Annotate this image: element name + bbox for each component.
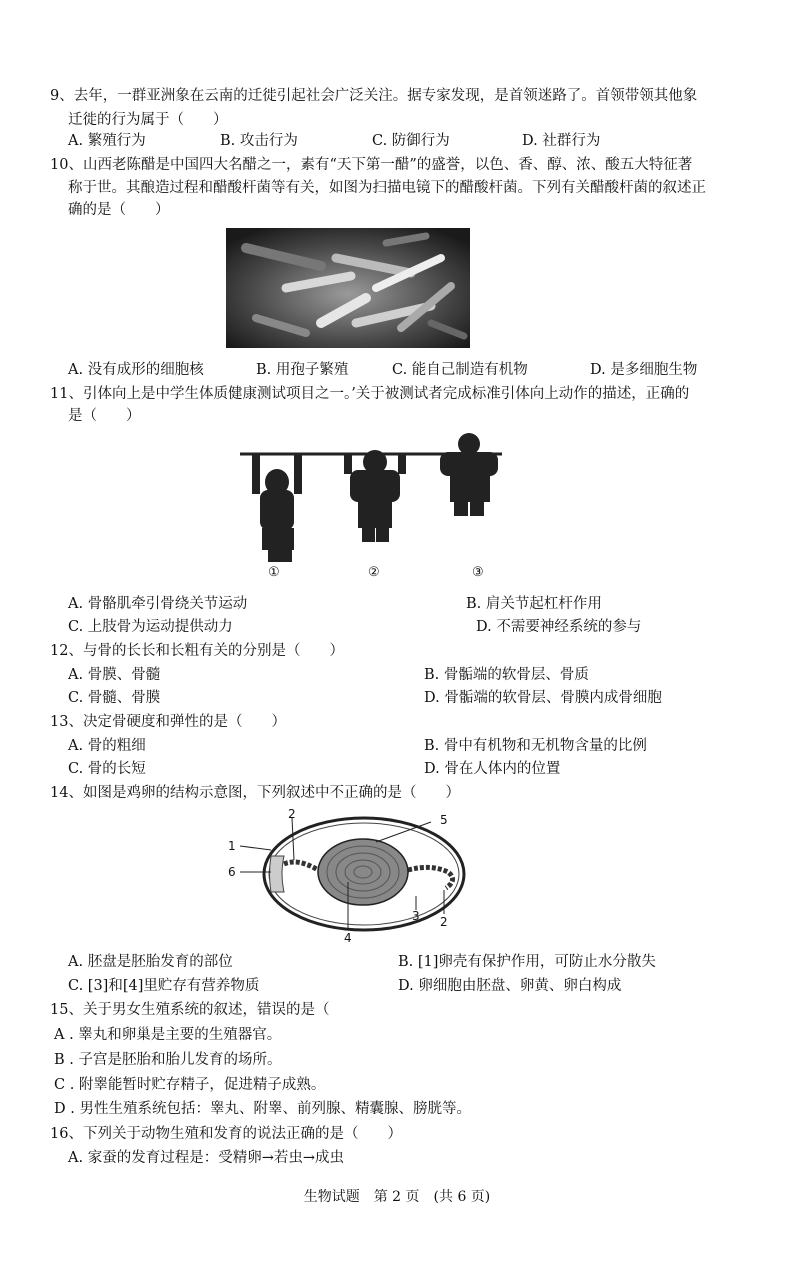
q10-option-d: D. 是多细胞生物 <box>590 362 698 378</box>
question-16-text: 16、下列关于动物生殖和发育的说法正确的是（ ） <box>50 1126 402 1142</box>
egg-label-6: 6 <box>228 865 236 879</box>
q12-option-c: C. 骨髓、骨膜 <box>68 690 161 706</box>
q9-option-a: A. 繁殖行为 <box>68 133 146 149</box>
q14-option-d: D. 卵细胞由胚盘、卵黄、卵白构成 <box>398 978 622 994</box>
egg-label-2-top: 2 <box>288 807 296 821</box>
q15-option-a: A . 睾丸和卵巢是主要的生殖器官。 <box>54 1027 282 1043</box>
question-9-text-line2: 迁徙的行为属于（ ） <box>68 112 228 128</box>
q10-option-b: B. 用孢子繁殖 <box>256 362 349 378</box>
q13-option-c: C. 骨的长短 <box>68 761 146 777</box>
egg-label-2-bottom: 2 <box>440 915 448 929</box>
q12-option-b: B. 骨骺端的软骨层、骨质 <box>424 667 589 683</box>
q13-option-b: B. 骨中有机物和无机物含量的比例 <box>424 738 647 754</box>
q15-option-b: B . 子宫是胚胎和胎儿发育的场所。 <box>54 1052 282 1068</box>
pull-up-label-2: ② <box>368 565 380 580</box>
question-10-text-line2: 称于世。其酿造过程和醋酸杆菌等有关，如图为扫描电镜下的醋酸杆菌。下列有关醋酸杆菌的叙述正 <box>68 180 706 196</box>
q10-option-c: C. 能自己制造有机物 <box>392 362 528 378</box>
q13-option-a: A. 骨的粗细 <box>68 738 146 754</box>
q12-option-d: D. 骨骺端的软骨层、骨膜内成骨细胞 <box>424 690 662 706</box>
q12-option-a: A. 骨膜、骨髓 <box>68 667 161 683</box>
question-10-text-line1: 10、山西老陈醋是中国四大名醋之一，素有“天下第一醋”的盛誉，以色、香、醇、浓、酸五大特征著 <box>50 157 693 173</box>
question-11-text-line2: 是（ ） <box>68 408 141 424</box>
q14-option-a: A. 胚盘是胚胎发育的部位 <box>68 954 233 970</box>
q11-option-d: D. 不需要神经系统的参与 <box>476 619 642 635</box>
q14-option-b: B. [1]卵壳有保护作用，可防止水分散失 <box>398 954 656 970</box>
q16-option-a: A. 家蚕的发育过程是：受精卵→若虫→成虫 <box>68 1150 344 1166</box>
egg-label-5: 5 <box>440 813 448 827</box>
page-footer: 生物试题 第 2 页 (共 6 页) <box>303 1189 491 1205</box>
q13-option-d: D. 骨在人体内的位置 <box>424 761 561 777</box>
egg-structure-diagram <box>226 806 474 944</box>
egg-label-3: 3 <box>412 909 420 923</box>
q10-option-a: A. 没有成形的细胞核 <box>68 362 204 378</box>
pull-up-label-1: ① <box>268 565 280 580</box>
question-12-text: 12、与骨的长长和长粗有关的分别是（ ） <box>50 643 344 659</box>
question-11-text-line1: 11、引体向上是中学生体质健康测试项目之一。’关于被测试者完成标准引体向上动作的描述，正确的 <box>50 386 690 402</box>
q11-option-a: A. 骨骼肌牵引骨绕关节运动 <box>68 596 248 612</box>
q14-option-c: C. [3]和[4]里贮存有营养物质 <box>68 978 260 994</box>
q15-option-d: D . 男性生殖系统包括：睾丸、附睾、前列腺、精囊腺、膀胱等。 <box>54 1101 471 1117</box>
question-14-text: 14、如图是鸡卵的结构示意图，下列叙述中不正确的是（ ） <box>50 785 460 801</box>
egg-label-1: 1 <box>228 839 236 853</box>
q15-option-c: C . 附睾能暂时贮存精子，促进精子成熟。 <box>54 1077 326 1093</box>
pull-up-label-3: ③ <box>472 565 484 580</box>
q9-option-c: C. 防御行为 <box>372 133 450 149</box>
acetobacter-micrograph <box>226 228 470 348</box>
question-10-text-line3: 确的是（ ） <box>68 202 170 218</box>
question-15-text: 15、关于男女生殖系统的叙述，错误的是（ <box>50 1002 330 1018</box>
q11-option-c: C. 上肢骨为运动提供动力 <box>68 619 233 635</box>
q11-option-b: B. 肩关节起杠杆作用 <box>466 596 602 612</box>
question-9-text-line1: 9、去年，一群亚洲象在云南的迁徙引起社会广泛关注。据专家发现，是首领迷路了。首领带领其他象 <box>50 88 698 104</box>
q9-option-d: D. 社群行为 <box>522 133 601 149</box>
pull-up-figure <box>236 432 506 582</box>
egg-label-4: 4 <box>344 931 352 945</box>
q9-option-b: B. 攻击行为 <box>220 133 298 149</box>
question-13-text: 13、决定骨硬度和弹性的是（ ） <box>50 714 286 730</box>
